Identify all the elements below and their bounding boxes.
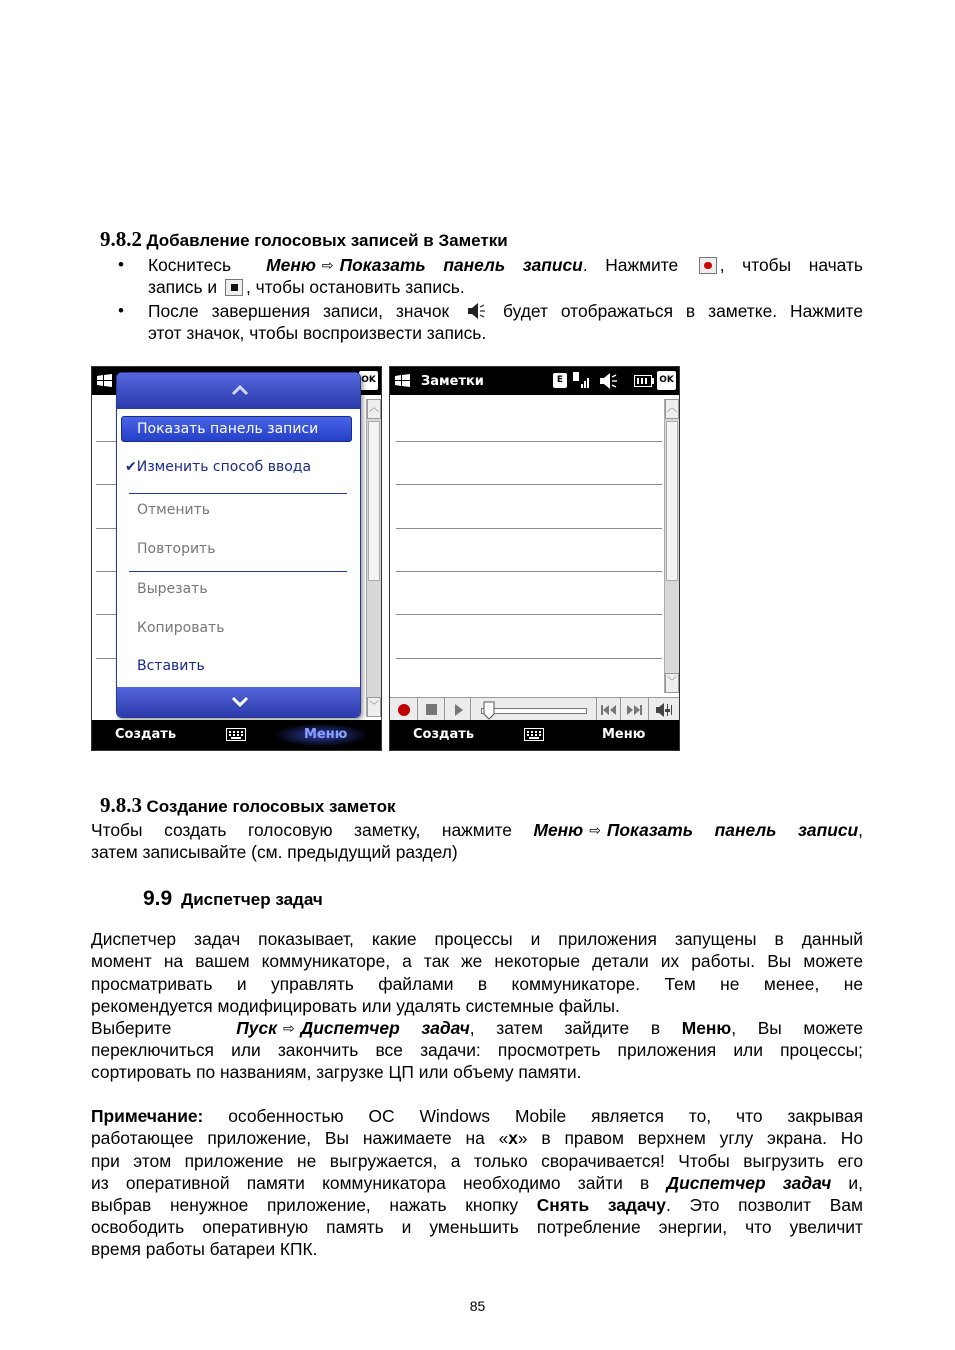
note-rule <box>96 484 116 485</box>
menu-scroll-down[interactable] <box>117 687 360 717</box>
paragraph-line: Диспетчер задач показывает, какие процессы и приложения запущены в данный <box>91 929 863 949</box>
volume-button[interactable] <box>649 698 680 722</box>
record-button[interactable] <box>390 698 418 722</box>
section-number: 9.8.2 <box>100 227 142 251</box>
app-title: Заметки <box>421 374 484 389</box>
menu-item-copy[interactable]: Копировать <box>137 620 225 636</box>
note-rule <box>396 614 662 615</box>
slider-track <box>481 708 587 714</box>
note-line: из оперативной памяти коммуникатора необходимо зайти в Диспетчер задач и, <box>91 1173 863 1193</box>
section-title: Диспетчер задач <box>181 890 323 909</box>
ok-button[interactable]: OK <box>359 371 378 390</box>
menu-item-undo[interactable]: Отменить <box>137 502 211 518</box>
softkey-create[interactable]: Создать <box>115 727 177 742</box>
softkey-bar <box>92 720 381 750</box>
play-icon <box>453 703 465 717</box>
record-icon <box>398 704 410 716</box>
stop-icon <box>225 279 243 296</box>
scroll-down-icon[interactable]: ﹀ <box>367 697 381 717</box>
windows-start-icon[interactable] <box>96 373 114 389</box>
stop-button[interactable] <box>418 698 445 722</box>
volume-icon <box>598 372 618 390</box>
note-rule <box>96 441 116 442</box>
menu-divider <box>129 493 347 494</box>
note-line: Примечание: особенностью ОС Windows Mobile является то, что закрывая <box>91 1106 863 1126</box>
note-line: выбрав ненужное приложение, нажать кнопку Снять задачу. Это позволит Вам <box>91 1195 863 1215</box>
section-number: 9.8.3 <box>100 793 142 817</box>
note-rule <box>396 484 662 485</box>
note-rule <box>396 441 662 442</box>
scroll-down-icon[interactable]: ﹀ <box>665 673 679 693</box>
section-9-8-3-line-1: Чтобы создать голосовую заметку, нажмите Меню ⇨ Показать панель записи, <box>91 820 863 840</box>
note-rule <box>396 571 662 572</box>
paragraph-line: рекомендуется модифицировать или удалять системные файлы. <box>91 996 620 1016</box>
position-slider[interactable] <box>471 698 597 722</box>
note-line: работающее приложение, Вы нажимаете на «x» в правом верхнем углу экрана. Но <box>91 1128 863 1148</box>
paragraph-line: Выберите Пуск ⇨ Диспетчер задач, затем зайдите в Меню, Вы можете <box>91 1018 864 1038</box>
section-9-9-heading <box>143 887 323 911</box>
bullet-2-line-2: этот значок, чтобы воспроизвести запись. <box>148 323 487 343</box>
note-rule <box>96 571 116 572</box>
screenshot-notes-record-panel <box>389 366 680 751</box>
scroll-thumb[interactable] <box>368 421 380 581</box>
scroll-up-icon[interactable]: ︿ <box>367 399 381 419</box>
section-9-8-3-line-2: затем записывайте (см. предыдущий раздел) <box>91 842 458 862</box>
slider-thumb-icon[interactable] <box>483 701 495 720</box>
keyboard-icon[interactable] <box>226 728 246 741</box>
rewind-icon <box>600 704 618 716</box>
note-rule <box>96 614 116 615</box>
screenshot-notes-menu <box>91 366 382 751</box>
menu-item-change-input[interactable]: ✔Изменить способ ввода <box>125 459 312 475</box>
softkey-create[interactable]: Создать <box>413 727 475 742</box>
chevron-up-icon <box>230 383 250 397</box>
bullet-1-line-1: Коснитесь Меню ⇨ Показать панель записи. Нажмите , чтобы начать <box>148 255 863 275</box>
section-9-8-3-heading <box>100 793 396 818</box>
page-number: 85 <box>469 1298 486 1314</box>
menu-divider <box>129 571 347 572</box>
keyboard-icon[interactable] <box>524 728 544 741</box>
windows-start-icon[interactable] <box>394 373 412 389</box>
ok-button[interactable]: OK <box>657 371 676 390</box>
record-icon <box>699 257 717 274</box>
paragraph-line: сортировать по названиям, загрузке ЦП или объему памяти. <box>91 1062 582 1082</box>
softkey-bar <box>390 720 679 750</box>
menu-item-cut[interactable]: Вырезать <box>137 581 208 597</box>
paragraph-line: просматривать и управлять файлами в коммуникаторе. Тем не менее, не <box>91 974 863 994</box>
note-rule <box>396 658 662 659</box>
speaker-icon <box>466 302 486 320</box>
scroll-thumb[interactable] <box>666 421 678 581</box>
paragraph-line: переключиться или закончить все задачи: просмотреть приложения или процессы; <box>91 1040 863 1060</box>
rewind-button[interactable] <box>597 698 621 722</box>
chevron-down-icon <box>230 695 250 709</box>
context-menu <box>116 372 361 718</box>
section-number: 9.9 <box>143 887 173 910</box>
check-icon: ✔ <box>125 459 137 475</box>
paragraph-line: момент на вашем коммуникаторе, а так же некоторые детали их работы. Вы можете <box>91 951 863 971</box>
bullet-icon: • <box>118 255 124 274</box>
signal-icon <box>573 372 591 389</box>
forward-icon <box>625 704 643 716</box>
softkey-menu[interactable]: Меню <box>602 727 646 742</box>
note-label: Примечание: <box>91 1106 204 1126</box>
bullet-icon: • <box>118 301 124 320</box>
note-line: при этом приложение не выгружается, а только сворачивается! Чтобы выгрузить его <box>91 1151 863 1171</box>
note-line: освободить оперативную память и уменьшить потребление энергии, что увеличит <box>91 1217 863 1237</box>
note-rule <box>96 658 116 659</box>
menu-scroll-up[interactable] <box>117 373 360 409</box>
section-9-8-2-heading <box>100 227 508 252</box>
note-rule <box>96 528 116 529</box>
bullet-1-line-2: запись и , чтобы остановить запись. <box>148 277 465 297</box>
menu-item-show-panel[interactable]: Показать панель записи <box>121 416 352 442</box>
section-title: Создание голосовых заметок <box>146 797 396 816</box>
volume-icon <box>655 702 675 718</box>
softkey-menu[interactable]: Меню <box>304 727 348 742</box>
forward-button[interactable] <box>621 698 649 722</box>
menu-item-paste[interactable]: Вставить <box>137 658 205 674</box>
note-line: время работы батареи КПК. <box>91 1239 318 1259</box>
scrollbar[interactable] <box>366 399 381 717</box>
section-title: Добавление голосовых записей в Заметки <box>146 231 508 250</box>
edge-icon: E <box>553 373 567 388</box>
play-button[interactable] <box>445 698 471 722</box>
menu-item-redo[interactable]: Повторить <box>137 541 216 557</box>
title-bar <box>390 367 679 395</box>
battery-icon <box>634 375 654 387</box>
stop-icon <box>426 704 437 715</box>
note-rule <box>396 528 662 529</box>
scrollbar[interactable] <box>664 399 679 693</box>
scroll-up-icon[interactable]: ︿ <box>665 399 679 419</box>
bullet-2-line-1: После завершения записи, значок будет отображаться в заметке. Нажмите <box>148 301 863 321</box>
